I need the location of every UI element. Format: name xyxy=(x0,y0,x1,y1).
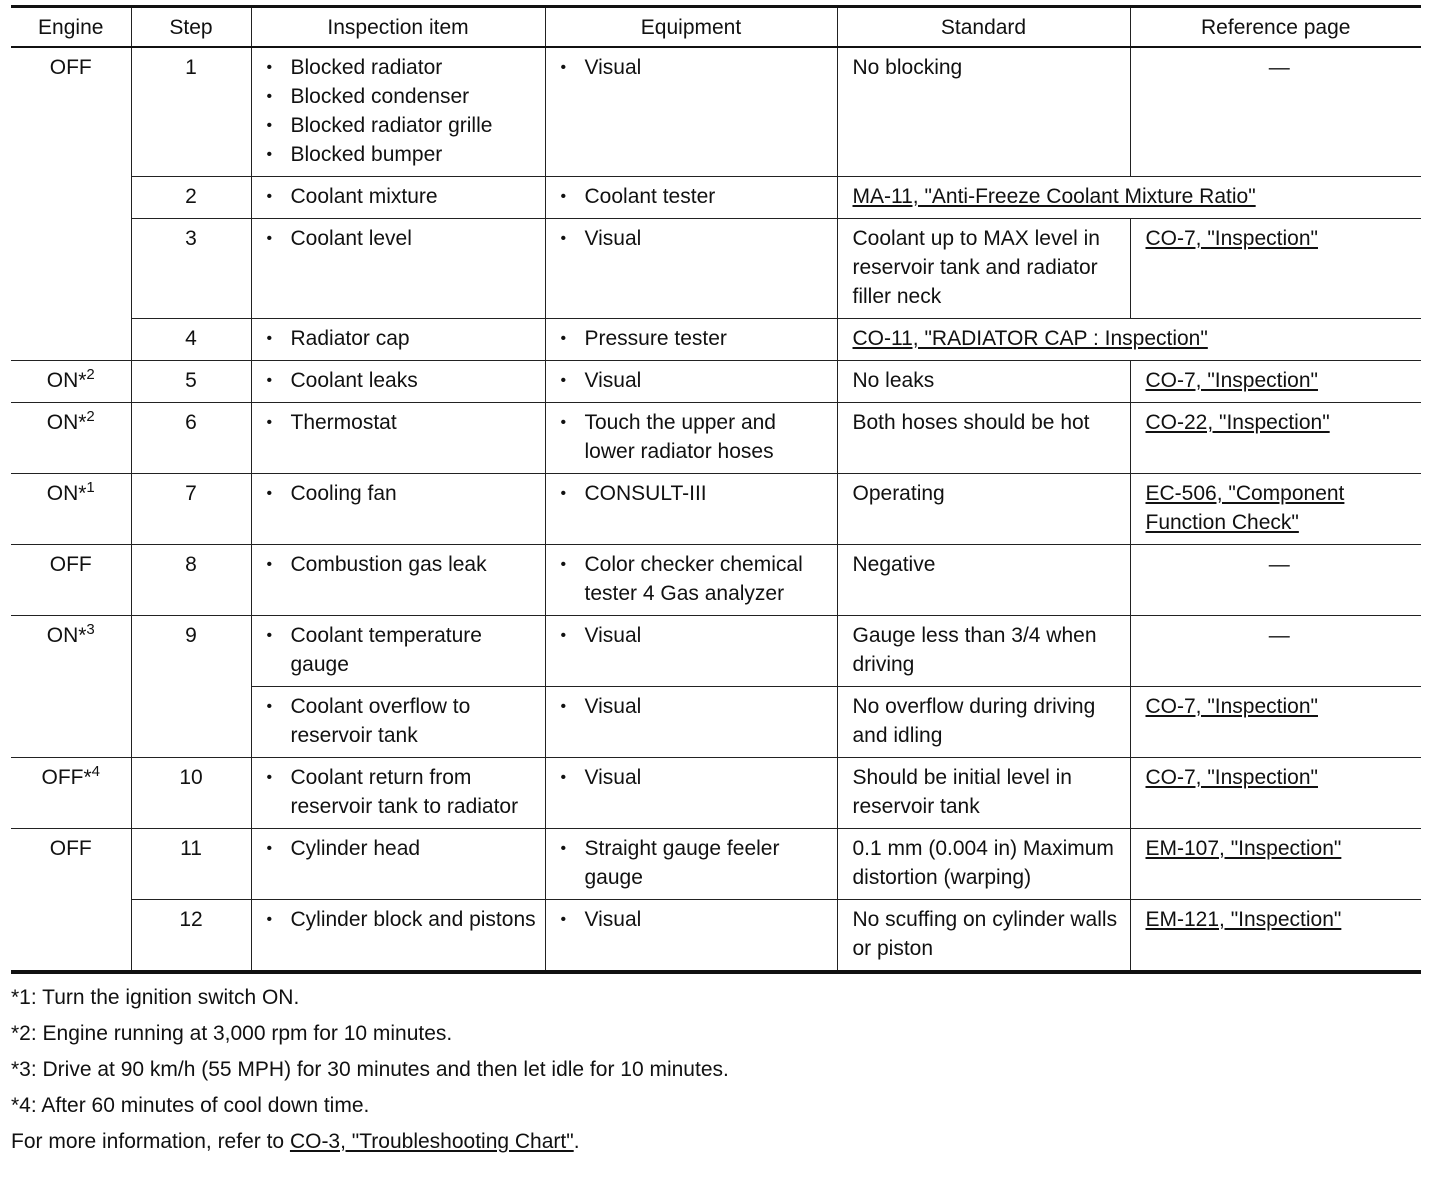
table-row xyxy=(11,616,1421,687)
header-engine: Engine xyxy=(11,7,131,48)
equipment-item: • CONSULT-III xyxy=(561,479,829,508)
equipment-item: • Color checker chemical tester 4 Gas analyzer xyxy=(561,550,829,608)
inspection-item-cell xyxy=(251,829,545,900)
inspection-item: • Combustion gas leak xyxy=(267,550,537,579)
engine-cell xyxy=(11,403,131,474)
reference-link[interactable]: CO-7, "Inspection" xyxy=(1145,369,1318,392)
reference-cell: — xyxy=(1130,47,1421,177)
step-cell: 11 xyxy=(131,829,251,900)
reference-link[interactable]: MA-11, "Anti-Freeze Coolant Mixture Ratio" xyxy=(852,185,1256,208)
standard-cell: No leaks xyxy=(837,361,1130,403)
standard-cell: No overflow during driving and idling xyxy=(837,687,1130,758)
table-row xyxy=(11,900,1421,973)
standard-cell: No scuffing on cylinder walls or piston xyxy=(837,900,1130,973)
table-row xyxy=(11,545,1421,616)
inspection-item-cell xyxy=(251,177,545,219)
reference-link[interactable]: CO-7, "Inspection" xyxy=(1145,766,1318,789)
standard-reference-cell xyxy=(837,319,1421,361)
reference-link[interactable]: EC-506, "Component Function Check" xyxy=(1145,482,1345,534)
reference-cell xyxy=(1130,474,1421,545)
engine-footnote-ref: 2 xyxy=(86,366,95,383)
inspection-item: • Coolant level xyxy=(267,224,537,253)
engine-cell xyxy=(11,545,131,616)
table-row xyxy=(11,403,1421,474)
equipment-cell xyxy=(545,319,837,361)
inspection-item-cell xyxy=(251,403,545,474)
footnotes xyxy=(11,980,1421,1160)
step-cell: 1 xyxy=(131,47,251,177)
standard-reference-cell xyxy=(837,177,1421,219)
reference-cell: — xyxy=(1130,545,1421,616)
equipment-item: • Straight gauge feeler gauge xyxy=(561,834,829,892)
standard-cell: Gauge less than 3/4 when driving xyxy=(837,616,1130,687)
inspection-item-cell xyxy=(251,361,545,403)
engine-state: ON* xyxy=(46,624,87,647)
equipment-item: • Touch the upper and lower radiator hoses xyxy=(561,408,829,466)
table-row xyxy=(11,177,1421,219)
engine-state: ON* xyxy=(46,369,87,392)
inspection-item: • Blocked bumper xyxy=(267,140,537,169)
equipment-item: • Visual xyxy=(561,692,829,721)
reference-cell xyxy=(1130,900,1421,973)
engine-footnote-ref: 4 xyxy=(91,763,100,780)
step-cell: 3 xyxy=(131,219,251,319)
reference-link[interactable]: EM-107, "Inspection" xyxy=(1145,837,1342,860)
standard-cell: Operating xyxy=(837,474,1130,545)
inspection-item: • Coolant overflow to reservoir tank xyxy=(267,692,537,750)
equipment-item: • Visual xyxy=(561,905,829,934)
equipment-item: • Coolant tester xyxy=(561,182,829,211)
reference-link[interactable]: CO-11, "RADIATOR CAP : Inspection" xyxy=(852,327,1208,350)
standard-cell: No blocking xyxy=(837,47,1130,177)
equipment-cell xyxy=(545,900,837,973)
equipment-item: • Visual xyxy=(561,53,829,82)
equipment-cell xyxy=(545,829,837,900)
standard-cell: 0.1 mm (0.004 in) Maximum distortion (warping) xyxy=(837,829,1130,900)
table-row xyxy=(11,319,1421,361)
inspection-item: • Coolant leaks xyxy=(267,366,537,395)
inspection-item: • Blocked radiator grille xyxy=(267,111,537,140)
inspection-item-cell xyxy=(251,47,545,177)
inspection-item: • Coolant mixture xyxy=(267,182,537,211)
reference-cell xyxy=(1130,361,1421,403)
inspection-item-cell xyxy=(251,900,545,973)
inspection-item-cell xyxy=(251,545,545,616)
step-cell: 4 xyxy=(131,319,251,361)
equipment-item: • Visual xyxy=(561,621,829,650)
equipment-cell xyxy=(545,219,837,319)
inspection-item-cell xyxy=(251,474,545,545)
inspection-item: • Blocked radiator xyxy=(267,53,537,82)
table-row xyxy=(11,474,1421,545)
header-step: Step xyxy=(131,7,251,48)
inspection-item: • Radiator cap xyxy=(267,324,537,353)
footnote: *1: Turn the ignition switch ON. xyxy=(11,986,300,1009)
reference-cell xyxy=(1130,829,1421,900)
inspection-page xyxy=(11,5,1421,1160)
engine-footnote-ref: 1 xyxy=(86,479,95,496)
table-row xyxy=(11,758,1421,829)
equipment-cell xyxy=(545,361,837,403)
engine-footnote-ref: 3 xyxy=(86,621,95,638)
engine-cell xyxy=(11,616,131,758)
engine-state: OFF* xyxy=(41,766,92,789)
equipment-item: • Visual xyxy=(561,763,829,792)
inspection-item: • Coolant temperature gauge xyxy=(267,621,537,679)
inspection-item: • Thermostat xyxy=(267,408,537,437)
equipment-item: • Visual xyxy=(561,224,829,253)
equipment-item: • Visual xyxy=(561,366,829,395)
inspection-item: • Cylinder block and pistons xyxy=(267,905,537,934)
engine-footnote-ref: 2 xyxy=(86,408,95,425)
equipment-cell xyxy=(545,616,837,687)
reference-link[interactable]: EM-121, "Inspection" xyxy=(1145,908,1342,931)
reference-link[interactable]: CO-7, "Inspection" xyxy=(1145,227,1318,250)
step-cell: 8 xyxy=(131,545,251,616)
step-cell: 10 xyxy=(131,758,251,829)
standard-cell: Should be initial level in reservoir tank xyxy=(837,758,1130,829)
engine-state: ON* xyxy=(46,411,87,434)
step-cell: 7 xyxy=(131,474,251,545)
standard-cell: Negative xyxy=(837,545,1130,616)
step-cell: 6 xyxy=(131,403,251,474)
table-row xyxy=(11,361,1421,403)
more-info-prefix: For more information, refer to xyxy=(11,1130,290,1153)
step-cell: 5 xyxy=(131,361,251,403)
reference-link[interactable]: CO-7, "Inspection" xyxy=(1145,695,1318,718)
engine-cell xyxy=(11,758,131,829)
engine-cell xyxy=(11,474,131,545)
inspection-item: • Coolant return from reservoir tank to radiator xyxy=(267,763,537,821)
equipment-cell xyxy=(545,474,837,545)
step-cell: 2 xyxy=(131,177,251,219)
reference-cell xyxy=(1130,219,1421,319)
engine-state: OFF xyxy=(49,553,92,576)
footnote: *2: Engine running at 3,000 rpm for 10 minutes. xyxy=(11,1022,453,1045)
header-reference-page: Reference page xyxy=(1130,7,1421,48)
inspection-item: • Blocked condenser xyxy=(267,82,537,111)
footnote: *3: Drive at 90 km/h (55 MPH) for 30 minutes and then let idle for 10 minutes. xyxy=(11,1058,729,1081)
reference-cell xyxy=(1130,758,1421,829)
header-equipment: Equipment xyxy=(545,7,837,48)
inspection-item-cell xyxy=(251,758,545,829)
engine-cell xyxy=(11,361,131,403)
step-cell: 9 xyxy=(131,616,251,758)
equipment-cell xyxy=(545,545,837,616)
engine-state: OFF xyxy=(49,56,92,79)
equipment-item: • Pressure tester xyxy=(561,324,829,353)
table-row xyxy=(11,829,1421,900)
inspection-item-cell xyxy=(251,616,545,687)
inspection-item: • Cooling fan xyxy=(267,479,537,508)
engine-state: OFF xyxy=(49,837,92,860)
inspection-table xyxy=(11,5,1421,974)
engine-state: ON* xyxy=(46,482,87,505)
inspection-item: • Cylinder head xyxy=(267,834,537,863)
equipment-cell xyxy=(545,177,837,219)
reference-link[interactable]: CO-22, "Inspection" xyxy=(1145,411,1330,434)
inspection-item-cell xyxy=(251,219,545,319)
more-info-line xyxy=(11,1124,1421,1160)
equipment-cell xyxy=(545,687,837,758)
table-row xyxy=(11,47,1421,177)
inspection-item-cell xyxy=(251,319,545,361)
header-row xyxy=(11,7,1421,48)
header-standard: Standard xyxy=(837,7,1130,48)
reference-cell: — xyxy=(1130,616,1421,687)
table-row xyxy=(11,219,1421,319)
engine-cell xyxy=(11,47,131,361)
engine-cell xyxy=(11,829,131,973)
troubleshooting-chart-link[interactable]: CO-3, "Troubleshooting Chart" xyxy=(289,1130,574,1153)
footnote: *4: After 60 minutes of cool down time. xyxy=(11,1094,370,1117)
equipment-cell xyxy=(545,758,837,829)
equipment-cell xyxy=(545,47,837,177)
standard-cell: Coolant up to MAX level in reservoir tank and radiator filler neck xyxy=(837,219,1130,319)
header-inspection-item: Inspection item xyxy=(251,7,545,48)
standard-cell: Both hoses should be hot xyxy=(837,403,1130,474)
reference-cell xyxy=(1130,403,1421,474)
step-cell: 12 xyxy=(131,900,251,973)
reference-cell xyxy=(1130,687,1421,758)
inspection-item-cell xyxy=(251,687,545,758)
more-info-suffix: . xyxy=(573,1130,580,1153)
equipment-cell xyxy=(545,403,837,474)
